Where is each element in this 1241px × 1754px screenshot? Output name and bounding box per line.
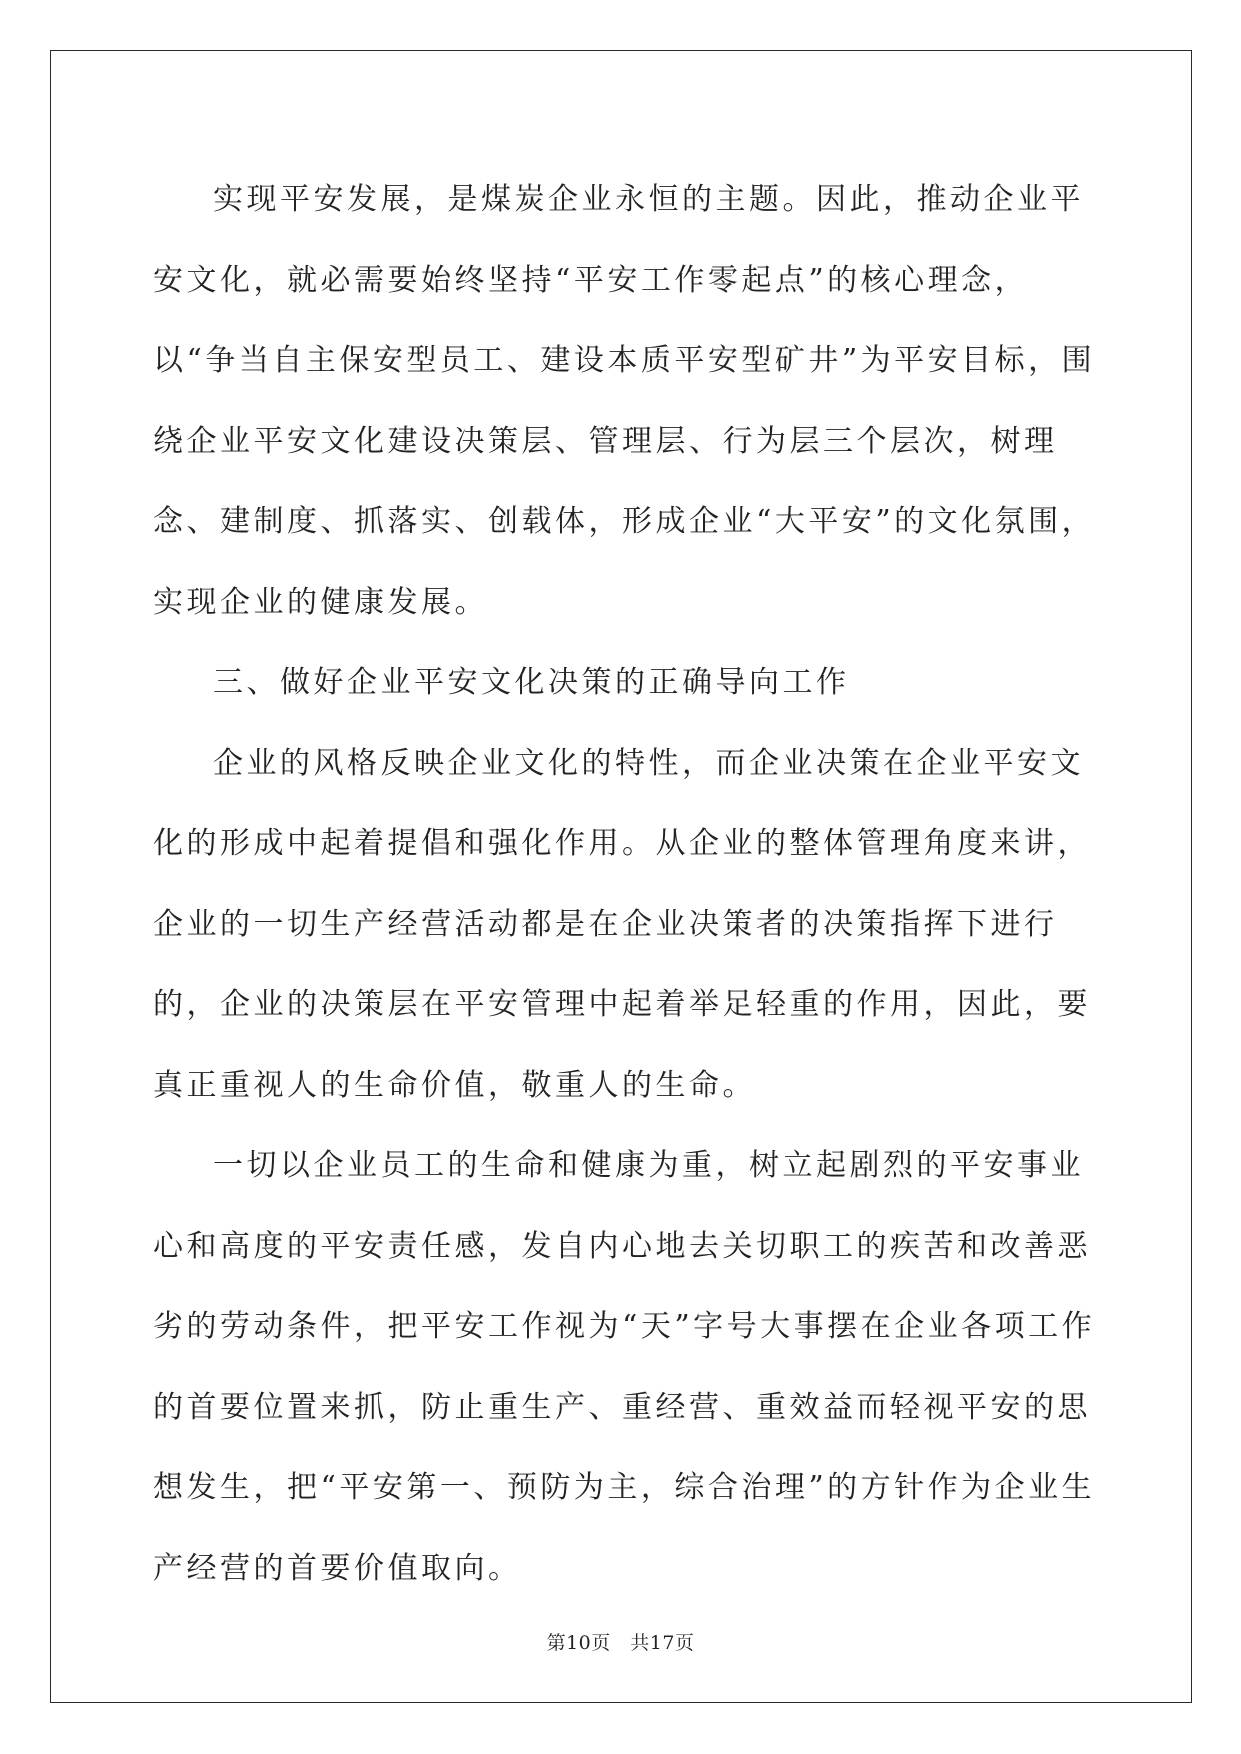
section-heading: 三、做好企业平安文化决策的正确导向工作: [213, 665, 850, 700]
paragraph: 企业的风格反映企业文化的特性，而企业决策在企业平安文化的形成中起着提倡和强化作用。从企业的整体管理角度来讲，企业的一切生产经营活动都是在企业决策者的决策指挥下进行的，企业的决策层在平安管理中起着举足轻重的作用，因此，要真正重视人的生命价值，敬重人的生命。: [153, 745, 1091, 1103]
paragraph: 一切以企业员工的生命和健康为重，树立起剧烈的平安事业心和高度的平安责任感，发自内心地去关切职工的疾苦和改善恶劣的劳动条件，把平安工作视为“天”字号大事摆在企业各项工作的首要位置来抓，防止重生产、重经营、重效益而轻视平安的思想发生，把“平安第一、预防为主，综合治理”的方针作为企业生产经营的首要价值取向。: [153, 1148, 1096, 1586]
document-body: [153, 160, 1113, 1609]
page-number-footer: 第10页 共17页: [546, 1632, 695, 1654]
paragraph: 实现平安发展，是煤炭企业永恒的主题。因此，推动企业平安文化，就必需要始终坚持“平安工作零起点”的核心理念，以“争当自主保安型员工、建设本质平安型矿井”为平安目标，围绕企业平安文化建设决策层、管理层、行为层三个层次，树理念、建制度、抓落实、创载体，形成企业“大平安”的文化氛围，实现企业的健康发展。: [153, 182, 1096, 620]
